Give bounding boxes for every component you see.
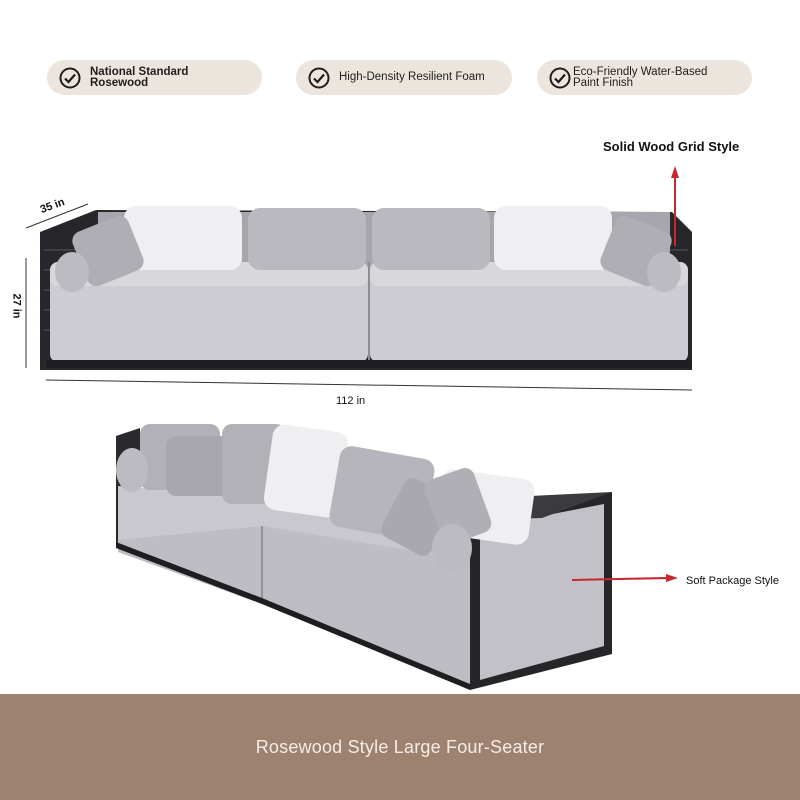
badge-label: National Standard Rosewood bbox=[90, 65, 189, 89]
depth-dimension-label: 35 in bbox=[38, 196, 67, 216]
solid-wood-label: Solid Wood Grid Style bbox=[603, 139, 740, 154]
feature-badge-foam bbox=[296, 60, 512, 95]
check-circle-icon bbox=[308, 67, 330, 89]
footer-band bbox=[0, 694, 800, 800]
sofa-angled-view bbox=[116, 423, 612, 690]
feature-badge-rosewood bbox=[47, 60, 262, 95]
badge-label: High-Density Resilient Foam bbox=[339, 71, 485, 83]
width-dimension-label: 112 in bbox=[336, 395, 366, 407]
height-dimension-label: 27 in bbox=[10, 293, 23, 319]
sofa-front-view bbox=[40, 206, 692, 370]
footer-title: Rosewood Style Large Four-Seater bbox=[255, 736, 545, 757]
badge-label: Eco-Friendly Water-Based Paint Finish bbox=[573, 65, 708, 89]
check-circle-icon bbox=[549, 67, 571, 89]
check-circle-icon bbox=[59, 67, 81, 89]
feature-badge-paint bbox=[537, 60, 752, 95]
soft-package-label: Soft Package Style bbox=[686, 575, 779, 587]
